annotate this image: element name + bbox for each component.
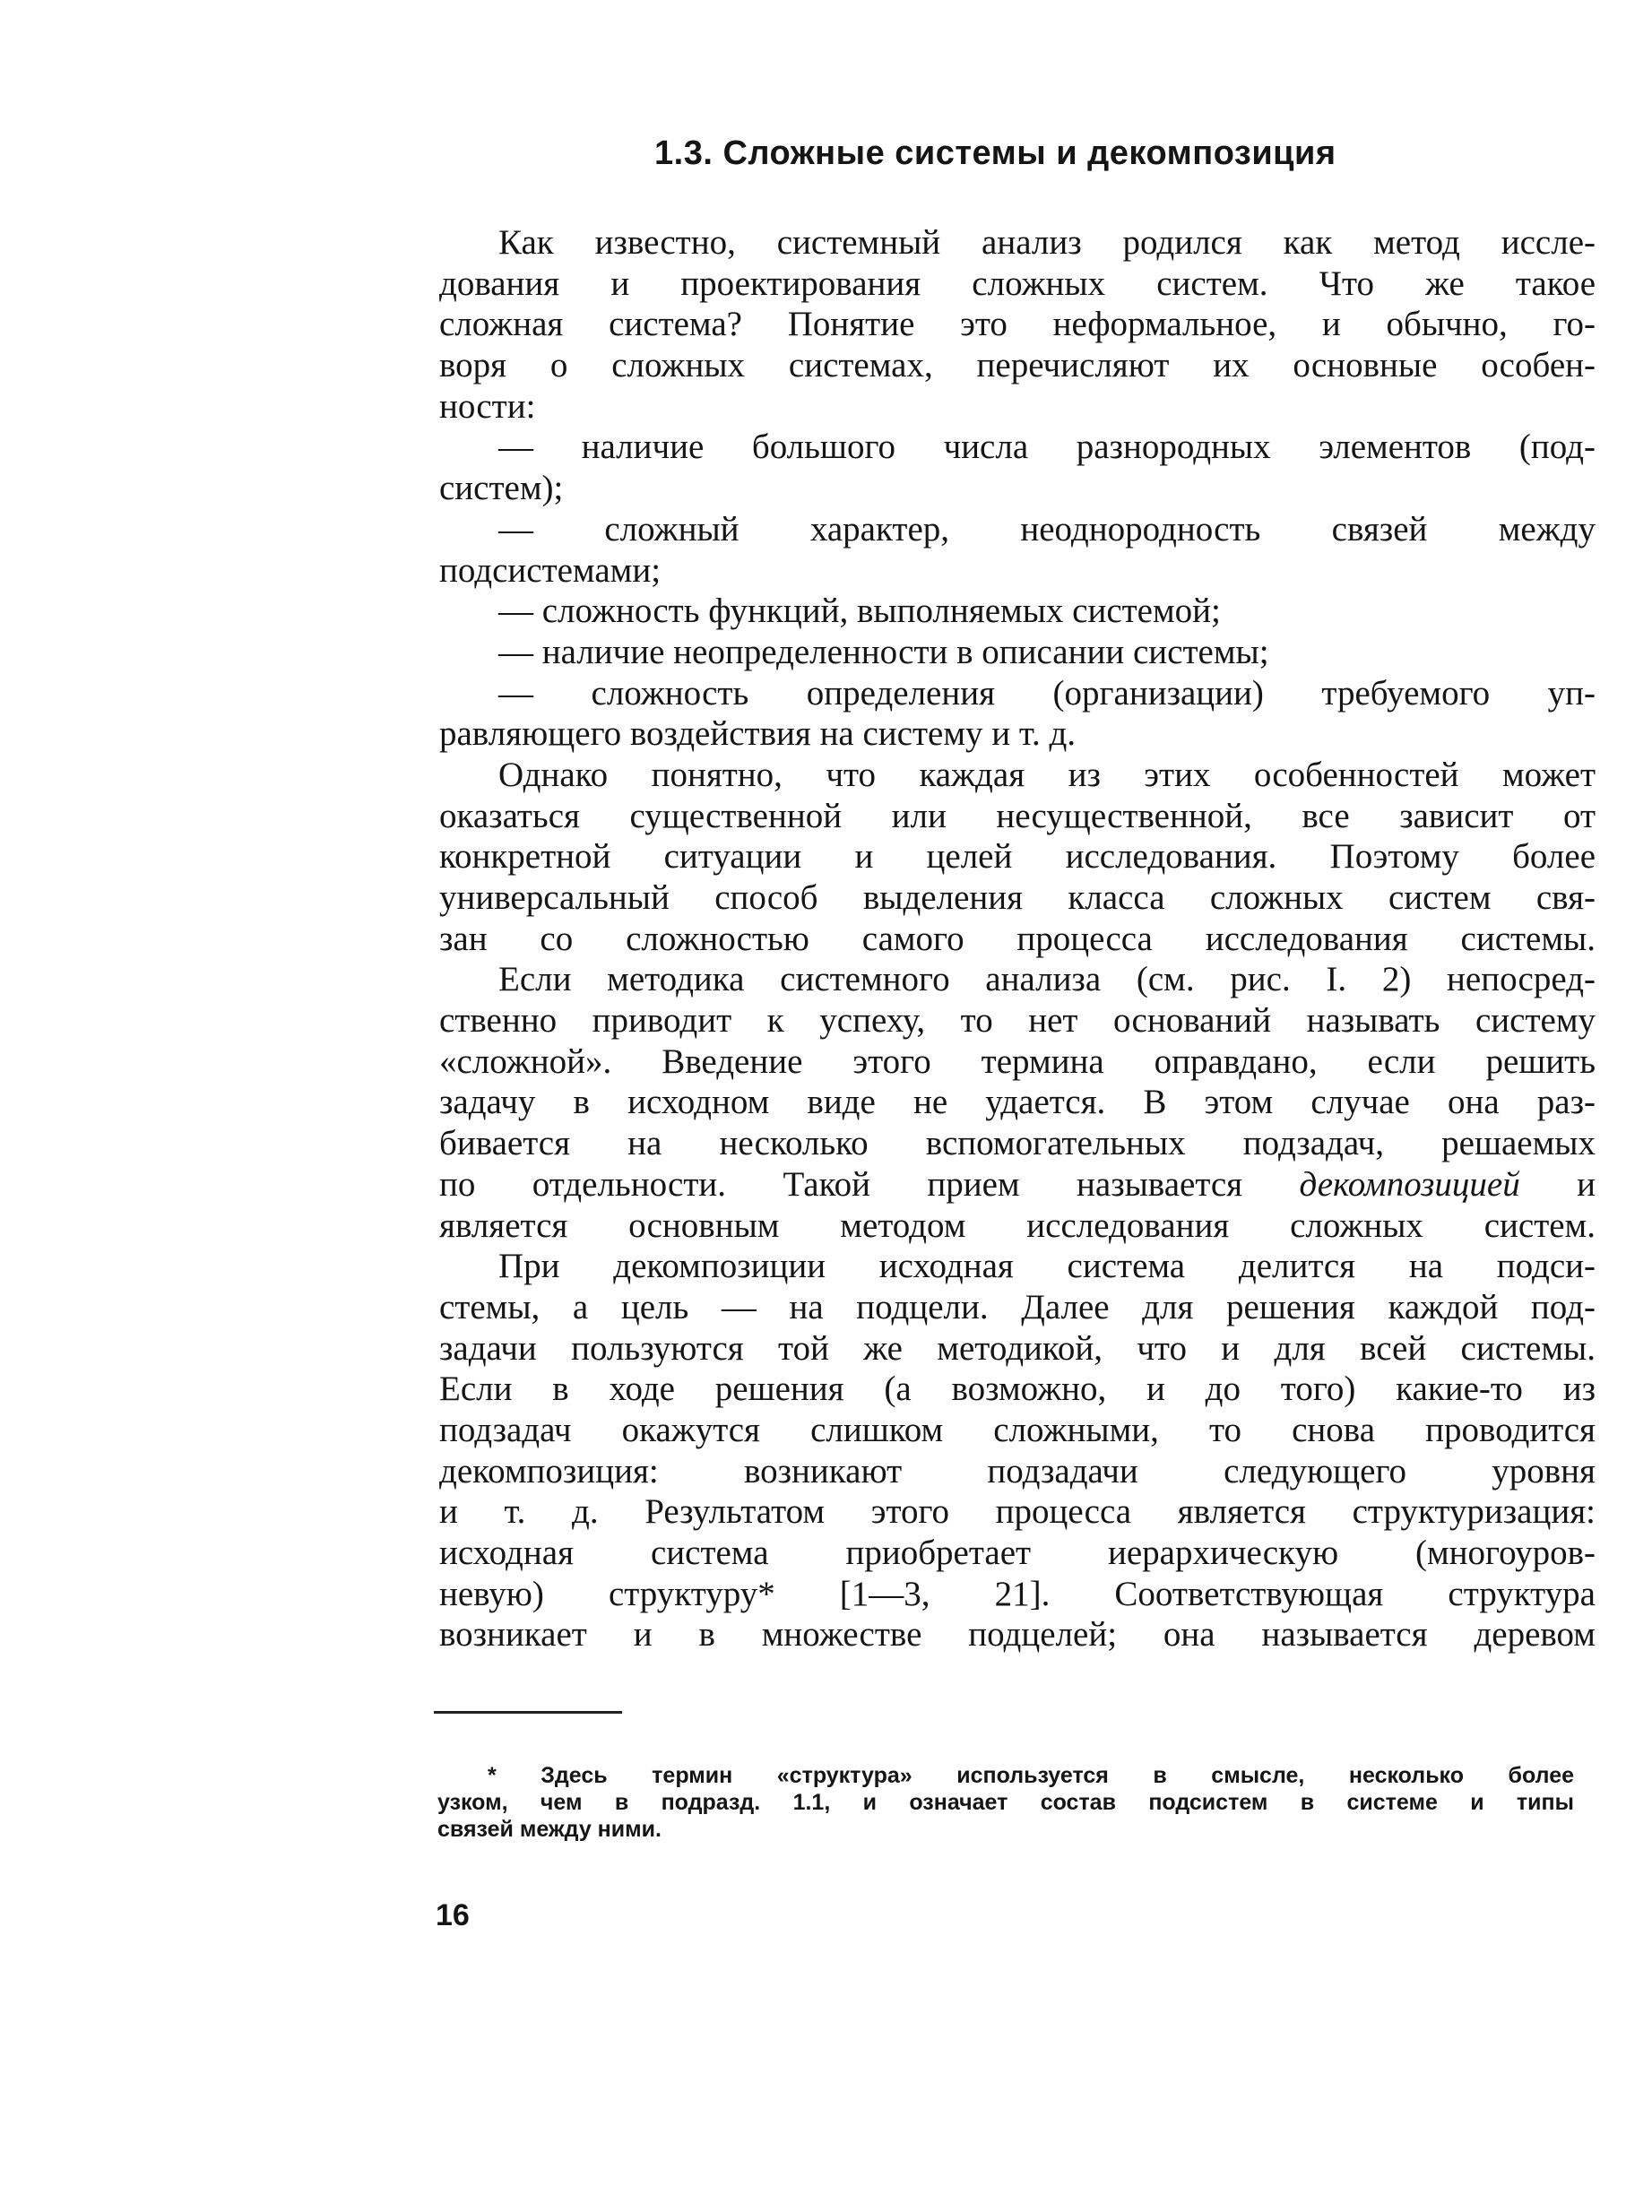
text-line: ности: <box>439 386 536 426</box>
footnote-line: узком, чем в подразд. 1.1, и означает состав подсистем в системе и типы <box>437 1790 1574 1815</box>
text-line: подзадач окажутся слишком сложными, то снова проводится <box>439 1410 1596 1449</box>
page-number: 16 <box>436 1898 470 1932</box>
section-heading: 1.3. Сложные системы и декомпозиция <box>654 134 1336 172</box>
text-line: задачи пользуются той же методикой, что и для всей системы. <box>439 1328 1596 1368</box>
text-line: При декомпозиции исходная система делится на подси- <box>498 1247 1596 1286</box>
italic-term: декомпозицией <box>1299 1164 1520 1204</box>
text-line: систем); <box>439 469 564 508</box>
list-item: — сложность функций, выполняемых системой; <box>498 592 1221 631</box>
text-line: Если методика системного анализа (см. рис. I. 2) непосред- <box>498 960 1596 999</box>
list-item: — сложный характер, неоднородность связей между <box>498 509 1596 549</box>
text-line: зан со сложностью самого процесса исследования системы. <box>439 919 1596 958</box>
text-line: и т. д. Результатом этого процесса является структуризация: <box>439 1492 1596 1532</box>
text-fragment: и <box>1577 1164 1596 1204</box>
text-line: ственно приводит к успеху, то нет оснований называть систему <box>439 1001 1596 1041</box>
text-line <box>439 1164 1596 1205</box>
text-line: Если в ходе решения (а возможно, и до того) какие-то из <box>439 1370 1596 1409</box>
text-line: равляющего воздействия на систему и т. д. <box>439 714 1077 754</box>
text-line: невую) структуру* [1—3, 21]. Соответствующая структура <box>439 1574 1596 1613</box>
text-line: декомпозиция: возникают подзадачи следующего уровня <box>439 1451 1596 1491</box>
list-item: — сложность определения (организации) требуемого уп- <box>498 673 1596 713</box>
text-line: возникает и в множестве подцелей; она называется деревом <box>439 1615 1596 1655</box>
text-line: задачу в исходном виде не удается. В этом случае она раз- <box>439 1083 1596 1122</box>
text-line: Как известно, системный анализ родился как метод иссле- <box>498 223 1596 262</box>
text-line: «сложной». Введение этого термина оправдано, если решить <box>439 1041 1596 1081</box>
text-line: бивается на несколько вспомогательных подзадач, решаемых <box>439 1124 1596 1163</box>
footnote-line: связей между ними. <box>437 1817 662 1842</box>
text-line: воря о сложных системах, перечисляют их основные особен- <box>439 346 1596 385</box>
body-text <box>439 222 1596 1655</box>
list-item: — наличие большого числа разнородных элементов (под- <box>498 428 1596 467</box>
footnote-divider <box>434 1711 622 1714</box>
footnote-line: * Здесь термин «структура» используется в смысле, несколько более <box>488 1763 1574 1788</box>
text-line: Однако понятно, что каждая из этих особенностей может <box>498 755 1596 794</box>
text-line: исходная система приобретает иерархическую (многоуров- <box>439 1534 1596 1572</box>
text-line: универсальный способ выделения класса сложных систем свя- <box>439 878 1596 917</box>
text-line: сложная система? Понятие это неформальное, и обычно, го- <box>439 305 1596 344</box>
text-line: конкретной ситуации и целей исследования. Поэтому более <box>439 837 1596 877</box>
text-fragment: по отдельности. Такой прием называется <box>439 1164 1243 1204</box>
text-line: является основным методом исследования сложных систем. <box>439 1205 1596 1245</box>
list-item: — наличие неопределенности в описании системы; <box>498 632 1269 671</box>
text-line: оказаться существенной или несущественной, все зависит от <box>439 796 1596 835</box>
footnote <box>437 1762 1574 1843</box>
text-line: дования и проектирования сложных систем. Что же такое <box>439 264 1596 303</box>
text-line: стемы, а цель — на подцели. Далее для решения каждой под- <box>439 1287 1596 1326</box>
text-line: подсистемами; <box>439 550 662 590</box>
